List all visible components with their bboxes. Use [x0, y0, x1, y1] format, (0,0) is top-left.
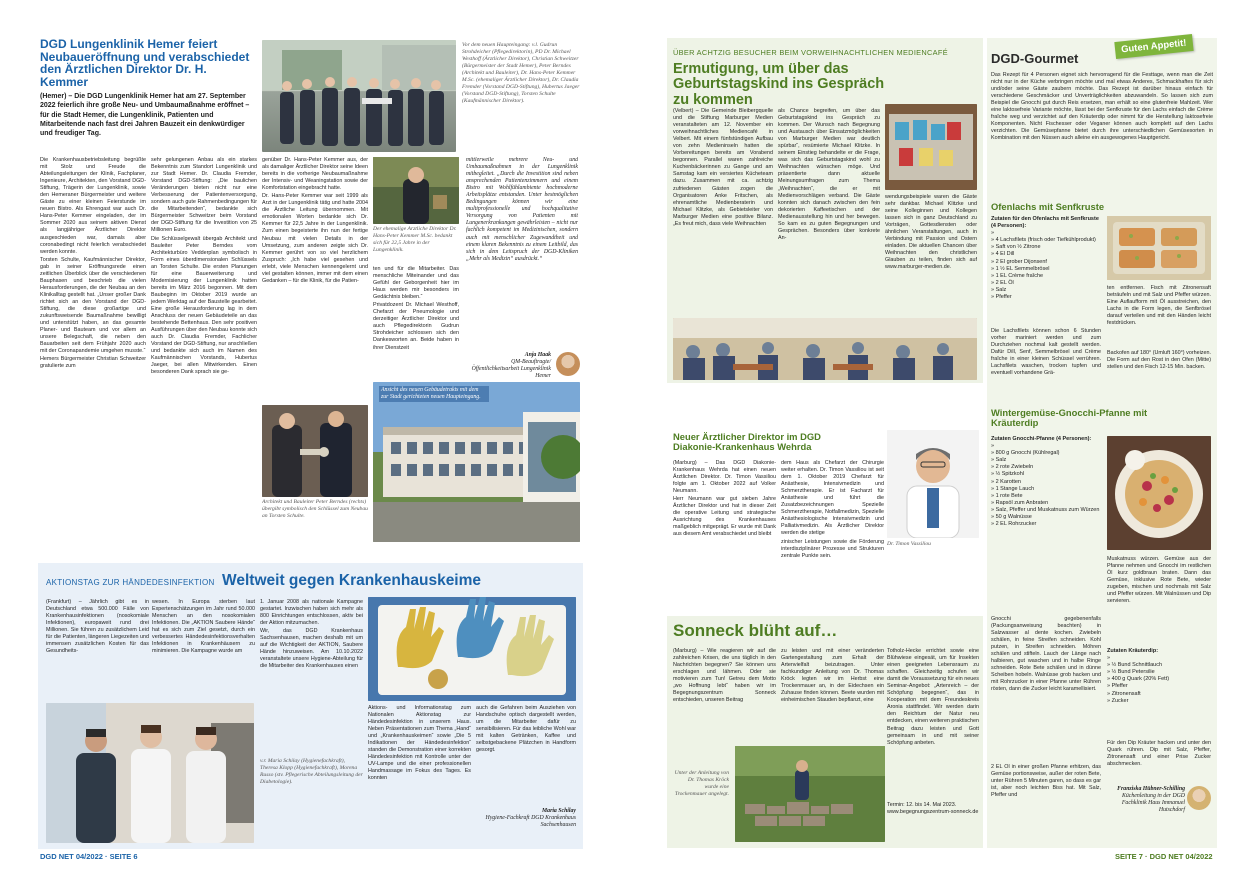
recipe2-ingredient-2: » 2 rote Zwiebeln [991, 464, 1101, 471]
gourmet-title: DGD-Gourmet [991, 51, 1079, 66]
hygiene-col2: wesen. In Europa sterben laut Expertenschätzungen im Jahr rund 50.000 Menschen an den nosokomialen Infektionen. Die „AKTION Saubere Hände“ hat es sich zum Ziel gesetzt, durch ein verbessertes Händedesinfektionsverhalten Infektionen in Krankenhäusern zu minimieren. Die Kampagne wurde am [152, 599, 255, 655]
recipe1-text-b: Die Lachsfilets können schon 6 Stunden vorher mariniert werden und zum Durchziehen nochmal kalt gestellt werden. Dafür Dill, Senf, Semmelbrösel und Crème fraîche in einer kleinen Schüssel verrühren. Lachsfilets waschen, trocken tupfen und eventuell vorhandene Grä- [991, 328, 1101, 377]
lead-col4 [466, 157, 578, 347]
dip-ingredient-3: » Pfeffer [1107, 683, 1211, 690]
lead-col3a [262, 157, 368, 407]
recipe1-ingredient-6: » 2 EL Öl [991, 280, 1101, 287]
gourmet-intro: Das Rezept für 4 Personen eignet sich hervorragend für die Festtage, wenn man die Zeit nicht nur in der Küche verbringen möchte und mal etwas Anderes, Schmackhaftes für sich und/oder seine Gäste zaubern möchte. Das Rezept ist darüber hinaus einfach für verschiedene Geschmäcker und Unverträglichkeiten abzuwandeln. So lassen sich zum Beispiel die Gnocchi gut durch Reis ersetzen, man erhält so eine glutenfreie Mahlzeit. Wer eine laktosefreie Variante möchte, lässt bei der Senfkruste für den Lachs einfach die Crème fraîche weg und verzichtet auf den Kräuterdip oder nimmt für die Herstellung laktosefreie Komponenten. Nicht Fischesser oder Veganer können auch komplett auf den Lachs verzichten. Die Gemüsepfanne bietet durch ihre unterschiedlichen Gemüsesorten in Kombination mit den Nüssen auch alleine ein ausgewogenes Hauptgericht. [991, 72, 1213, 142]
recipe1-title: Ofenlachs mit Senfkruste [991, 201, 1105, 212]
sonneck-dates: Termin: 12. bis 14. Mai 2023. www.begegnungszentrum-sonneck.de [887, 802, 979, 816]
recipe2-ing-title: Zutaten Gnocchi-Pfanne (4 Personen): [991, 436, 1092, 442]
hand-cookies-image [368, 597, 576, 701]
recipe2-ingredient-5: » 1 Stange Lauch [991, 486, 1101, 493]
recipe1-text-c: Backofen auf 180° (Umluft 160°) vorheizen. Die Form auf den Rost in den Ofen (Mitte) stellen und den Fisch 12-15 Min. backen. [1107, 350, 1211, 371]
dip-ingredient-0: » » ½ Bund Schnittlauch [1107, 662, 1211, 669]
hygiene-col3 [260, 599, 363, 749]
vassiliou-caption: Dr. Timon Vassiliou [887, 541, 931, 547]
building-photo [373, 382, 580, 542]
recipe2-ingredient-6: » 1 rote Bete [991, 493, 1101, 500]
author-portrait [556, 352, 580, 376]
chef-portrait [1187, 786, 1211, 810]
sonneck-col3: Totholz-Hecke errichtet sowie eine Blühwiese eingesät, um für Insekten einen geeigneten Lebensraum zu schaffen. Gleichzeitig schufen wir damit die Voraussetzung für ein neues Seminar-Angebot: „Artenreich – der Schöpfung begegnen“, das in Kooperation mit dem Freundeskreis Aronia stattfindet. Wir werden darin den Reichtum der Natur neu entdecken, einen weiteren praktischen Beitrag dazu leisten und Gott gemeinsam in und mit seiner Schöpfung anbeten. [887, 648, 979, 746]
recipe1-text-a: ten entfernen. Fisch mit Zitronensaft beträufeln und mit Salz und Pfeffer würzen. Eine Auflaufform mit Öl ausstreichen, den Lachs in die Form legen, die Senfbrösel darauf verteilen und mit den Händen leicht festdrücken. [1107, 285, 1211, 327]
right-page [625, 0, 1250, 884]
lead-col1-p3: Hemers Bürgermeister Christian Schweitzer gratulierte zum [40, 356, 146, 370]
group-photo [262, 40, 456, 152]
recipe2-ingredient-1: » Salz [991, 457, 1101, 464]
lead-col4-p1: mittlerweile mehrere Neu- und Umbaumaßnahmen in der Lungenklinik mitbegleitet. „Durch die Investition sind neben ansprechenden Patientenzimmern und einem Bistro mit Wohlfühlambiente hochmoderne Arbeitsplätze entstanden. Unter bestmöglichen Bedingungen können wir eine multiprofessionelle und hochqualitative Versorgung von Patienten mit Lungenerkrankungen gewährleisten – nicht nur fachlich kompetent im Medizinischen, sondern auch mit menschlicher Zugewandtheit und einem klaren Bekenntnis zu einem Leitbild, das sich in dem Leitspruch der DGD-Kliniken „Mehr als Medizin“ ausdrückt.“ [466, 157, 578, 262]
recipe2-ingredients [991, 436, 1101, 528]
lead-col3-p4: Privatdozent Dr. Michael Westhoff, Chefarzt der Pneumologie und derzeitiger Ärztlicher Direktor und auch Pflegedirektorin Gudrun Strohdeicher schlossen sich den Dankesworten an. Beide haben in ihrer Dienstzeit [373, 302, 459, 351]
hygiene-signature-role: Hygiene-Fachkraft DGD Krankenhaus Sachsenhausen [485, 815, 576, 828]
hygiene-signature-name: Maria Schilay [542, 808, 576, 814]
salmon-photo [1107, 216, 1211, 280]
gnocchi-photo [1107, 436, 1211, 550]
sonneck-caption: Unter der Anleitung von Dr. Thomas Kröck wurde eine Trockenmauer angelegt. [674, 770, 729, 797]
recipe2-text-b: Gnocchi gegebenenfalls (Packungsanweisung beachten) in Salzwasser al dente kochen. Zwiebeln schälen, in feine Streifen schneiden. Kohl putzen, in Streifen schneiden. Möhren schälen und stifteln. Lauch der Länge nach halbieren, gut waschen und in halbe Ringe schneiden. Rote Bete schälen und in dünne Scheiben hobeln. Walnüsse grob hacken und mit Rohrzucker in einer Pfanne unter Rühren rösten, dann die Zucker leicht karamellisiert. [991, 616, 1101, 693]
recipe1-ingredient-3: » 2 El grober Dijonsenf [991, 259, 1101, 266]
group-photo-caption: Vor dem neuen Haupteingang: v.l. Gudrun Strohdeicher (Pflegedirektorin), PD Dr. Michael Westhoff (Ärztlicher Direktor), Christian Schweitzer (Bürgermeister der Stadt Hemer), Peter Berndes (Architekt und Bauleiter), Dr. Hans-Peter Kemmer M.Sc. (ehemaliger Ärztlicher Direktor), Dr. Claudia Fremder (Vorstand DGD-Stiftung), Hubertus Jaeger (Vorstand DGD-Stiftung), Torsten Schulte (Kaufmännischer Direktor). [462, 42, 580, 104]
cafe-table-photo [885, 104, 977, 190]
gourmet-signature-role: Küchenleitung in der DGD Fachklinik Haus Immanuel Hutschdorf [1121, 793, 1185, 813]
lead-col1-p1: Die Krankenhausbetriebsleitung begrüßte mit Stolz und Freude die Abteilungsleitungen der Klinik, Fachplaner, Ingenieure, Architekten, den Vorstand DGD-Stiftung, Trägerin der Lungenklinik, sowie den Hemeraner Bürgermeister und weitere Gäste zu einer kleinen Feierstunde im neuen Bistro. Als Ehrengast war auch Dr. Hans-Peter Kemmer eingeladen, der im Sommer 2020 aus seinem aktiven Dienst als langjähriger Ärztlicher Direktor ausgeschieden war, damals aber coronabedingt nicht feierlich verabschiedet werden konnte. [40, 157, 146, 255]
recipe2-ingredient-9: » 50 g Walnüsse [991, 514, 1101, 521]
key-photo [262, 405, 368, 497]
lead-signature-name: Anja Haak [524, 352, 551, 358]
vassiliou-photo [887, 430, 979, 538]
director-col1-p1: (Marburg) – Das DGD Diakonie-Krankenhaus Wehrda hat einen neuen Ärztlichen Direktor. Dr. Timon Vassiliou folgte am 1. Oktober 2022 auf Volker Neumann. [673, 460, 776, 495]
birthday-col3: wendungsbeispiele waren die Gäste sehr dankbar. Michael Klitzke und seine Kolleginnen und Kollegen lassen sich in ganz Deutschland zu Vorträgen, Gottesdiensten oder ähnlichen Veranstaltungen, auch in Verbindung mit Passion und Ostern einladen. Die aktuellen Chancen über Weihnachten den christlichen Glauben zu teilen, finden sich auf www.marburger-medien.de. [885, 194, 977, 271]
birthday-col2: als Chance begreifen, um über das Geburtstagskind ins Gespräch zu kommen. Der Wunsch nach Begegnung und Austausch über Einsatzmöglichkeiten von Marburger Medien war deutlich spürbar“, resümierte Michael Klitzke. In seinem Einstieg behandelte er die Frage, was sich das Geburtstagskind wohl zu Weihnachten wünschen möge. Und präsentierte dann aktuelle Meinungsumfragen zum Thema „Weihnachten“, die er mit Medienvorschlägen verband. Die Gäste konnten sich danach zwischen den fein dekorierten Kaffeetischen und der Medienausstellung hin und her bewegen. So kam es zu guten Begegnungen und Gesprächen. Besonders über konkrete An- [778, 108, 880, 241]
recipe2-text-a: Muskatnuss würzen. Gemüse aus der Pfanne nehmen und Gnocchi im restlichen Öl kurz goldbraun braten. Dann das Gemüse, inklusive Rote Bete, wieder zugeben, mischen und nochmals mit Salz und Pfeffer würzen. Mit Walnüssen und Dip servieren. [1107, 556, 1211, 605]
recipe2-text-c: 2 EL Öl in einer großen Pfanne erhitzen, das Gemüse portionsweise, außer der roten Bete, unter Rühren 5 Minuten garen, so dass es gar ist, aber noch leichten Biss hat. Mit Salz, Pfeffer und [991, 764, 1101, 799]
recipe2-ingredient-10: » 2 EL Rohrzucker [991, 521, 1101, 528]
hygiene-col3-p2: Wir, das DGD Krankenhaus Sachsenhausen, machen deshalb mit um auf die Wichtigkeit der AKTION, Saubere Hände hinzuweisen. Am 10.10.2022 veranstaltete unsere Hygiene-Abteilung für die Mitarbeiter des Krankenhauses einen [260, 628, 363, 670]
dip-ingredient-2: » 400 g Quark (20% Fett) [1107, 676, 1211, 683]
birthday-kicker: ÜBER ACHTZIG BESUCHER BEIM VORWEIHNACHTLICHEN MEDIENCAFÉ [673, 48, 948, 57]
lead-intro: (Hemer) – Die DGD Lungenklinik Hemer hat am 27. September 2022 feierlich ihre große Neu- und Umbaumaßnahme eröffnet – für die Stadt Hemer, die Lungenklinik, Patienten und Mitarbeitende nach fast drei Jahren Bauzeit ein denkwürdiger und freudiger Tag. [40, 93, 250, 138]
dip-ingredient-5: » Zucker [1107, 698, 1211, 705]
recipe1-ingredient-7: » Salz [991, 287, 1101, 294]
lead-col2-p2: Die Schlüsselgewalt übergab Architekt und Bauleiter Peter Berndes vom Architekturbüro Vedderplan symbolisch in Form eines überdimensionalen Schlüssels an Torsten Schulte. Die ersten Planungen für eine Bauerweiterung und Modernisierung der Lungenklinik hatten bereits im März 2016 begonnen. Mit dem Baubeginn im Oktober 2019 wurde an jedem Werktag auf der Baustelle gearbeitet. Eine große Herausforderung lag in dem Anschluss der neuen Gebäudeteile an das bestehende Bettenhaus. Den sehr positiven Ausführungen über den Neubau konnte sich auch Dr. Claudia Fremder, Fachlicher Vorstand der DGD-Stiftung, nur anschließen und bedankte sich auch im Namen des Kaufmännischen Vorstands, Hubertus Jaeger, bei allen Mitwirkenden. Einen besonderen Dank sprach sie ge- [151, 235, 257, 376]
right-footer: SEITE 7 · DGD NET 04/2022 [1115, 852, 1213, 861]
director-col1-p2: Herr Neumann war gut sieben Jahre Ärztlicher Direktor und hat in dieser Zeit die operative Leitung und strategische Ausrichtung des Krankenhauses maßgeblich mitgeprägt. Er wurde mit Dank aus diesem Amt verabschiedet und bleibt [673, 496, 776, 538]
recipe2-ingredient-list [991, 443, 1101, 528]
sonneck-col1: (Marburg) – Wie reagieren wir auf die zahlreichen Krisen, die uns täglich in den Nachrichten begegnen? Sie können uns erschlagen und lähmen. Oder sie motivieren zum Tun! Getreu dem Motto „wo Hoffnung lebt“ haben wir im Begegnungszentrum Sonneck entschieden, unseren Beitrag [673, 648, 776, 704]
dip-ingredients [1107, 648, 1211, 705]
hygiene-col1: (Frankfurt) – Jährlich gibt es in Deutschland etwa 500.000 Fälle von Krankenhausinfektionen (nosokomiale Infektionen), europaweit rund drei Millionen. Sie führen zu zusätzlichem Leid für die Patienten, längeren Liegezeiten und immensen zusätzlichen Kosten für das Gesundheits- [46, 599, 149, 655]
recipe2-ingredient-0: » » 800 g Gnocchi (Kühlregal) [991, 450, 1101, 457]
cafe-room-photo [673, 318, 977, 380]
building-photo-caption: Ansicht des neuen Gebäudetrakts mit dem zur Stadt gerichteten neuen Haupteingang. [379, 386, 489, 402]
recipe1-ingredient-0: » » 4 Lachsfilets (frisch oder Tiefkühlprodukt) [991, 237, 1101, 244]
lead-col3-p2: Dr. Hans-Peter Kemmer war seit 1999 als Arzt in der Lungenklinik tätig und hatte 2004 die Ärztliche Leitung übernommen. Mit emotionalen Worten bedankte sich Dr. Kemmer für 22,5 Jahre in der Lungenklinik. Zum einen begeisterte ihn nun der fertige Neubau mit vielen Details in der Umsetzung, zum anderen zeigte sich Dr. Kemmer gerührt von so viel herzlichem Zuspruch: „Ich habe viel gesehen und erlebt, viele Menschen kennengelernt und viel gestalten können, immer mit dem einen Gedanken – für die Klinik, für die Patien- [262, 193, 368, 284]
lead-col3-p1: genüber Dr. Hans-Peter Kemmer aus, der als damaliger Ärztlicher Direktor seine Ideen bereits in die vorherige Neubaumaßnahme der Intensiv- und Weaningstation sowie der Komfortstation eingebracht hatte. [262, 157, 368, 192]
hygiene-col4: Aktions- und Informationstag zum Nationalen Aktionstag zur Händedesinfektion in unserem Haus. Neben Präsentationen zum Thema „Hand“ und „Krankenhauskeimen“ sowie „Die 5 Indikationen der Händedesinfektion“ standen die Demonstration einer korrekten Händedesinfektion mit Kontrolle unter der UV-Lampe und die einer professionellen Handmassage im Fokus des Tages. Es konnten [368, 705, 471, 782]
staff-photo [46, 703, 254, 843]
dip-ingredient-list [1107, 655, 1211, 705]
lead-col2 [151, 157, 257, 559]
lead-col3-p3: ten und für die Mitarbeiter. Das menschliche Miteinander und das Gefühl der Geborgenheit hier im Haus werden mir besonders im Gedächtnis bleiben.“ [373, 266, 459, 301]
hygiene-heading [46, 572, 566, 590]
lead-signature [466, 352, 551, 380]
recipe2-ingredient-8: » Salz, Pfeffer und Muskatnuss zum Würzen [991, 507, 1101, 514]
director-col2-p2: zinischer Leistungen sowie die Förderung interdisziplinärer Prozesse und Strukturen zentrale Punkte sein. [781, 538, 884, 559]
hygiene-col5: auch die Gefahren beim Ausziehen von Handschuhe optisch dargestellt werden, um die Mitarbeiter dafür zu sensibilisieren. Für das leibliche Wohl war mit kalten Getränken, Kaffee und selbstgebackene Plätzchen in Handform gesorgt. [476, 705, 576, 754]
gourmet-signature-name: Franziska Hübner-Schilling [1117, 786, 1185, 792]
recipe1-ingredient-8: » Pfeffer [991, 294, 1101, 301]
dip-ingredient-4: » Zitronensaft [1107, 691, 1211, 698]
recipe1-ing-title: Zutaten für den Ofenlachs mit Senfkruste (4 Personen): [991, 216, 1099, 230]
hygiene-col3-p1: 1. Januar 2008 als nationale Kampagne gestartet. Inzwischen haben sich mehr als 800 Einrichtungen entschlossen, aktiv bei der Aktion mitzumachen. [260, 599, 363, 627]
recipe1-ingredient-1: » Saft von ½ Zitrone [991, 244, 1101, 251]
lead-signature-role: QM-Beauftragte/ Öffentlichkeitsarbeit Lungenklinik Hemer [471, 359, 551, 379]
recipe1-ingredient-2: » 4 El Dill [991, 251, 1101, 258]
hygiene-kicker: AKTIONSTAG ZUR HÄNDEDESINFEKTION [46, 578, 215, 587]
recipe2-title: Wintergemüse-Gnocchi-Pfanne mit Kräuterdip [991, 407, 1148, 428]
key-photo-caption: Architekt und Bauleiter Peter Berndes (rechts) übergibt symbolisch den Schlüssel zum Neubau an Torsten Schulte. [262, 499, 368, 519]
hygiene-signature [476, 808, 576, 829]
birthday-headline: Ermutigung, um über das Geburtstagskind ins Gespräch zu kommen [673, 61, 885, 108]
gourmet-badge: Guten Appetit! [1114, 34, 1193, 59]
lead-headline: DGD Lungenklinik Hemer feiert Neubaueröffnung und verabschiedet den Ärztlichen Direktor Dr. H. Kemmer [40, 37, 250, 90]
gourmet-signature [1107, 786, 1185, 814]
staff-photo-caption: v.r. Maria Schilay (Hygienefachkraft), Theresa Klopp (Hygienefachkraft), Morena Russo (stv. Pflegerische Abteilungsleitung der Diabetologie). [260, 758, 363, 785]
kemmer-photo-caption: Der ehemalige Ärztliche Direktor Dr. Hans-Peter Kemmer M.Sc. bedankt sich für 22,5 Jahre in der Lungenklinik. [373, 226, 457, 253]
lead-col1 [40, 157, 146, 559]
recipe1-ingredient-list [991, 230, 1101, 301]
lead-col3b [373, 266, 459, 378]
lead-col1-p2: Torsten Schulte, Kaufmännischer Direktor, gab in seiner Eröffnungsrede einen zeitlichen Überblick über die verschiedenen Bauphasen und beschrieb die vielen Herausforderungen, die der Neubau an den Klinikalltag gestellt hat. „Unser großer Dank richtet sich an den Vorstand der DGD-Stiftung, die diese großartige und zukunftsweisende Baumaßnahme bewilligt und unterstützt haben, an das gesamte Planer- und Bauteam und vor allem an unsere Belegschaft, die neben den Bauarbeiten seit dem Frühjahr 2020 auch mit der Coronapandemie umgehen musste.“ [40, 256, 146, 355]
recipe2-ingredient-3: » ½ Spitzkohl [991, 471, 1101, 478]
director-col2-p1: dem Haus als Chefarzt der Chirurgie weiter erhalten. Dr. Timon Vassiliou ist seit dem 1. Oktober 2019 Chefarzt für Anästhesie, Intensivmedizin und Schmerztherapie. Er ist Facharzt für Anästhesie und führt die Zusatzbezeichnungen Spezielle Schmerztherapie, Notfallmedizin, Spezielle Anästhesiologische Intensivmedizin und Palliativmedizin. Als Ärztlicher Direktor werden die stetige [781, 460, 884, 537]
hygiene-headline: Weltweit gegen Krankenhauskeime [222, 572, 482, 589]
recipe2-ingredient-7: » Rapsöl zum Anbraten [991, 500, 1101, 507]
dip-ingredient-1: » ½ Bund Petersilie [1107, 669, 1211, 676]
recipe1-ingredient-4: » 1 ½ EL Semmelbrösel [991, 266, 1101, 273]
dip-title: Zutaten Kräuterdip: [1107, 648, 1159, 654]
lead-col2-p1: sehr gelungenen Anbau als ein starkes Bekenntnis zum Standort Lungenklinik und zur Stadt Hemer. Dr. Claudia Fremder, Vorstand DGD-Stiftung: „Die baulichen Veränderungen bieten nicht nur eine Verbesserung der Patientenversorgung, sondern auch gute Rahmenbedingungen für die Mitarbeitenden“, bedankte sich Bürgermeister Schweitzer beim Vorstand der DGD-Stiftung für die Investition von 25 Millionen Euro. [151, 157, 257, 234]
recipe1-ingredients [991, 216, 1101, 301]
left-footer: DGD NET 04/2022 · SEITE 6 [40, 852, 138, 861]
sonneck-headline: Sonneck blüht auf… [673, 621, 838, 640]
recipe1-ingredient-5: » 1 EL Crème fraîche [991, 273, 1101, 280]
recipe2-ingredient-4: » 2 Karotten [991, 479, 1101, 486]
sonneck-col2: zu leisten und mit einer veränderten Gartengestaltung zum Erhalt der Artenvielfalt beizutragen. Unter fachkundiger Anleitung von Dr. Thomas Kröck legten wir im Herbst eine Trockenmauer an, in der Eidechsen ein Zuhause finden können. Beete wurden mit einheimischen Stauden bepflanzt, eine [781, 648, 884, 704]
trockenmauer-photo [735, 746, 885, 842]
dip-text: Für den Dip Kräuter hacken und unter den Quark rühren. Dip mit Salz, Pfeffer, Zitronensaft und einer Prise Zucker abschmecken. [1107, 740, 1211, 768]
kemmer-photo [373, 157, 459, 224]
director-col1 [673, 460, 776, 600]
birthday-col1: (Velbert) – Die Gemeinde Bleibergquelle und die Stiftung Marburger Medien veranstalteten am 12. November ein vorweihnachtliches Mediencafé in Velbert. Mit einem fünfstündigen Aufbau von zehn Medieninseln hatten die Vorbereitungen bereits am Vorabend begonnen. Parallel waren zahlreiche Kuchenbäckerinnen zu Gange und am Samstag kam ein versiertes Kücheteam dazu. Zusammen mit ca. achtzig zufriedenen Gästen zogen die Organisatoren Anke Fritschen, als ehrenamtliche Medienberaterin und Michael Klitzke, als Gebietsleiter von Marburger Medien eine positive Bilanz. „Es freut mich, dass viele Weihnachten [673, 108, 773, 227]
director-headline: Neuer Ärztlicher Direktor im DGD Diakonie-Krankenhaus Wehrda [673, 431, 821, 452]
director-col2 [781, 460, 884, 600]
